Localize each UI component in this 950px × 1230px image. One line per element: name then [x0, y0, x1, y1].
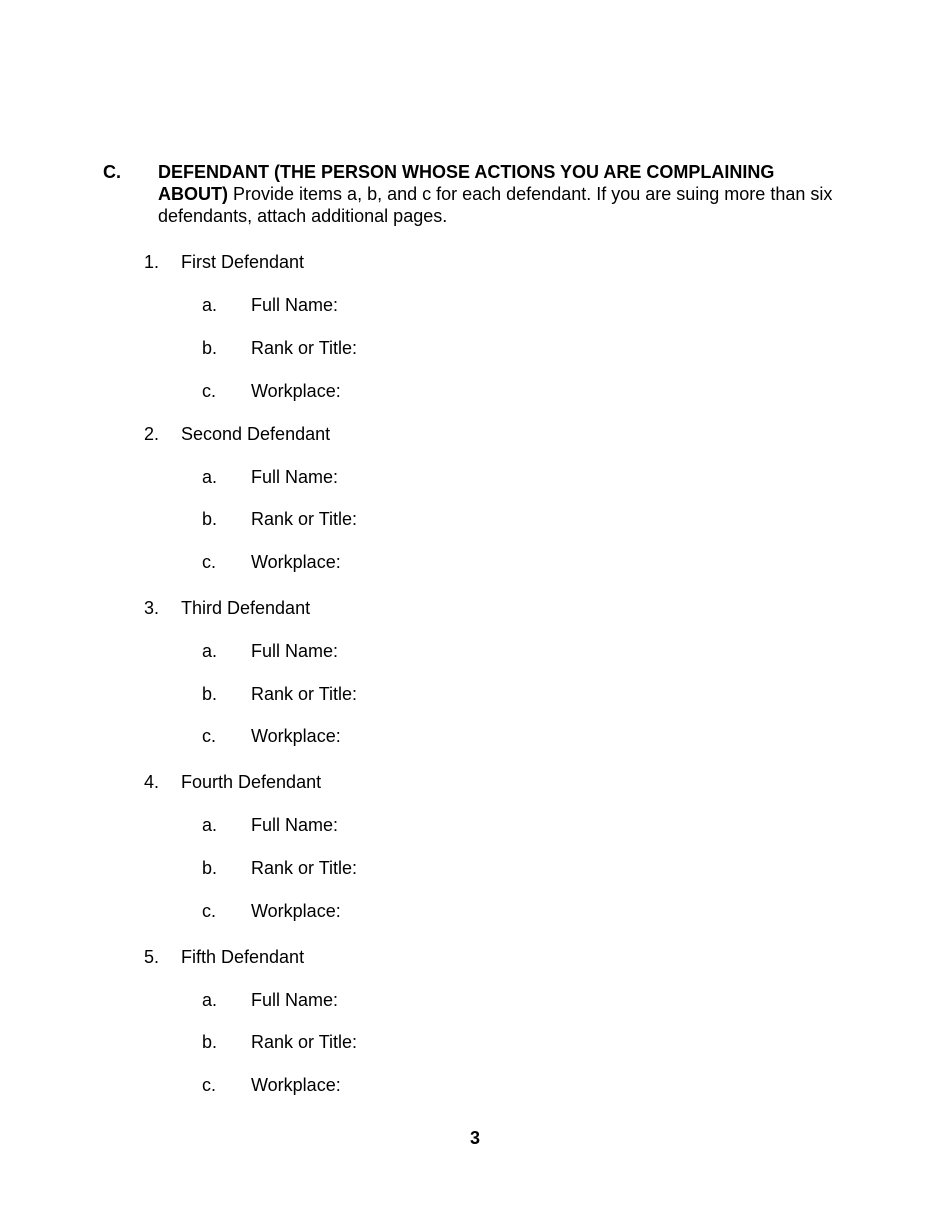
workplace-label: Workplace: — [251, 381, 341, 401]
item-letter: b. — [202, 509, 218, 529]
item-letter: a. — [202, 467, 218, 487]
rank-or-title-label: Rank or Title: — [251, 1032, 358, 1052]
item-letter: b. — [202, 1032, 218, 1052]
defendant-title: Second Defendant — [181, 424, 331, 444]
item-letter: a. — [202, 641, 218, 661]
full-name-label: Full Name: — [251, 467, 339, 487]
item-letter: b. — [202, 338, 218, 358]
section-instructions: Provide items a, b, and c for each defendant. If you are suing more than six defendants, attach additional pages. — [158, 184, 833, 226]
item-letter: b. — [202, 858, 218, 878]
item-letter: a. — [202, 295, 218, 315]
defendant-number: 4. — [144, 772, 160, 792]
defendant-number: 5. — [144, 947, 160, 967]
item-letter: c. — [202, 726, 217, 746]
workplace-label: Workplace: — [251, 726, 341, 746]
item-letter: c. — [202, 552, 217, 572]
full-name-label: Full Name: — [251, 990, 339, 1010]
item-letter: c. — [202, 901, 217, 921]
full-name-label: Full Name: — [251, 641, 339, 661]
page-number: 3 — [469, 1128, 480, 1148]
defendant-title: Fourth Defendant — [181, 772, 322, 792]
item-letter: c. — [202, 1075, 217, 1095]
defendant-title: Third Defendant — [181, 598, 311, 618]
rank-or-title-label: Rank or Title: — [251, 858, 358, 878]
rank-or-title-label: Rank or Title: — [251, 338, 358, 358]
defendant-number: 3. — [144, 598, 160, 618]
workplace-label: Workplace: — [251, 1075, 341, 1095]
defendant-title: First Defendant — [181, 252, 305, 272]
defendant-number: 1. — [144, 252, 160, 272]
defendant-number: 2. — [144, 424, 160, 444]
section-letter: C. — [103, 162, 121, 182]
rank-or-title-label: Rank or Title: — [251, 684, 358, 704]
full-name-label: Full Name: — [251, 815, 339, 835]
item-letter: b. — [202, 684, 218, 704]
section-heading-block — [158, 161, 848, 227]
rank-or-title-label: Rank or Title: — [251, 509, 358, 529]
defendant-title: Fifth Defendant — [181, 947, 305, 967]
item-letter: c. — [202, 381, 217, 401]
workplace-label: Workplace: — [251, 552, 341, 572]
workplace-label: Workplace: — [251, 901, 341, 921]
item-letter: a. — [202, 815, 218, 835]
full-name-label: Full Name: — [251, 295, 339, 315]
section-heading: DEFENDANT (THE PERSON WHOSE ACTIONS YOU ARE COMPLAINING ABOUT) — [158, 162, 775, 204]
item-letter: a. — [202, 990, 218, 1010]
